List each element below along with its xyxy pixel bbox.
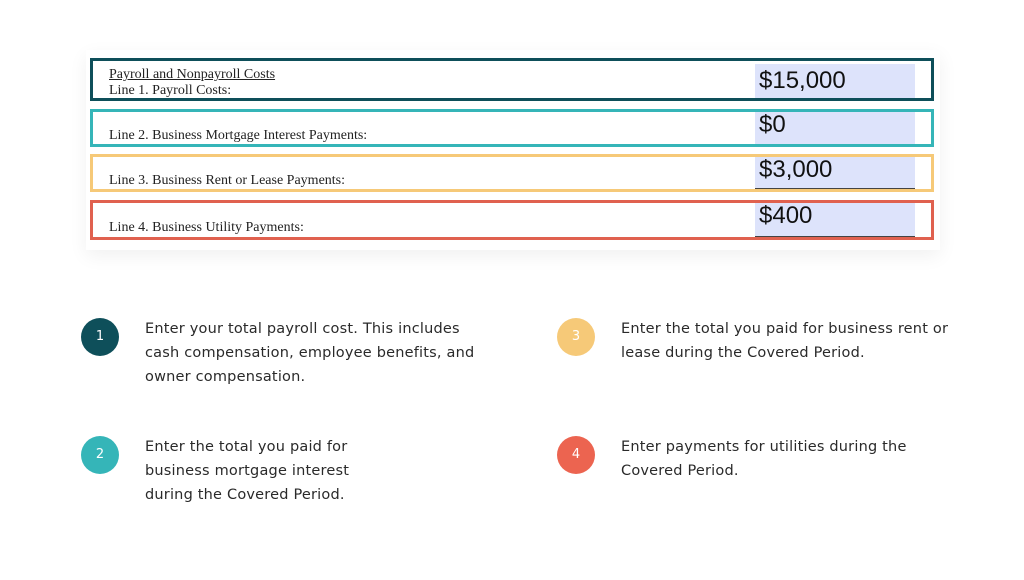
- step-2-text: Enter the total you paid for business mortgage interest during the Covered Period.: [145, 439, 350, 503]
- utility-payments-field[interactable]: $400: [755, 203, 915, 237]
- line-2-label: Line 2. Business Mortgage Interest Payments:: [109, 128, 368, 143]
- step-3-text: Enter the total you paid for business rent or lease during the Covered Period.: [621, 321, 949, 361]
- step-1-badge: 1: [81, 318, 119, 356]
- line-3-label: Line 3. Business Rent or Lease Payments:: [109, 173, 346, 188]
- form-row-rent: [90, 154, 934, 192]
- line-4-label: Line 4. Business Utility Payments:: [109, 220, 304, 235]
- line-1-label: Line 1. Payroll Costs:: [109, 83, 232, 98]
- rent-lease-field[interactable]: $3,000: [755, 157, 915, 189]
- step-2-badge: 2: [81, 436, 119, 474]
- step-4-badge: 4: [557, 436, 595, 474]
- section-title: Payroll and Nonpayroll Costs: [109, 67, 276, 82]
- form-row-mortgage: [90, 109, 934, 147]
- form-row-utility: [90, 200, 934, 240]
- payroll-costs-field[interactable]: $15,000: [755, 64, 915, 98]
- step-3-badge: 3: [557, 318, 595, 356]
- step-4-text: Enter payments for utilities during the Covered Period.: [621, 439, 907, 479]
- step-1-text: Enter your total payroll cost. This includes cash compensation, employee benefits, and owner compensation.: [145, 321, 475, 385]
- form-row-payroll: [90, 58, 934, 101]
- mortgage-interest-field[interactable]: $0: [755, 112, 915, 144]
